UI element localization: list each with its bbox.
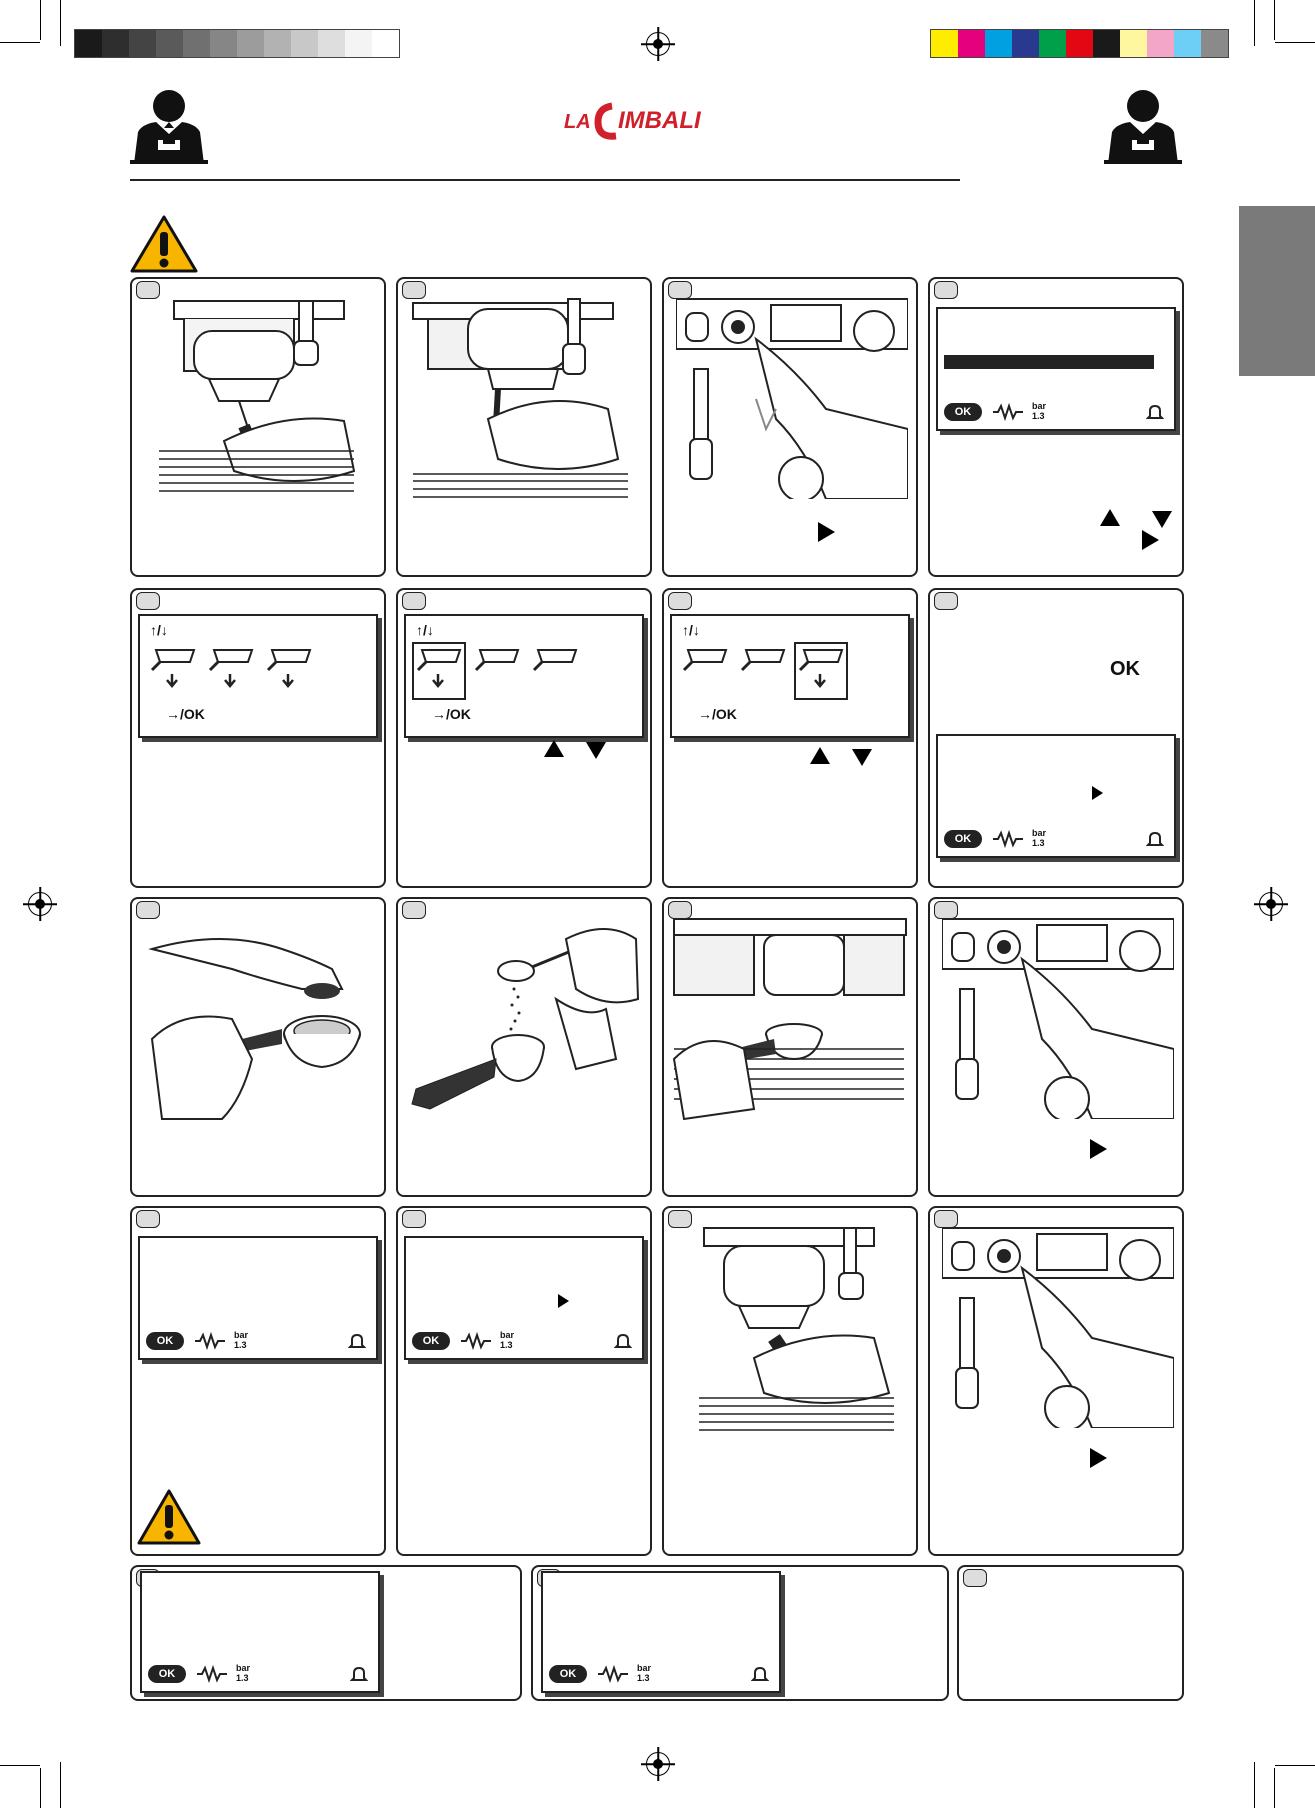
step-panel: [130, 1206, 386, 1556]
color-swatch: [129, 30, 156, 57]
selector-confirm-hint: →/OK: [432, 706, 471, 722]
arrow-up-icon: [1100, 509, 1120, 526]
registration-mark-icon: [646, 1752, 670, 1776]
detergent-dose-illustration: [406, 919, 642, 1119]
step-panel: [662, 897, 918, 1197]
pump-wave-icon: [992, 403, 1024, 421]
ok-key-label: OK: [1110, 658, 1140, 680]
lcd-screen: [140, 1571, 380, 1693]
control-panel-press-illustration: [942, 1218, 1174, 1428]
lcd-screen: [138, 1236, 378, 1360]
crop-mark: [1274, 0, 1275, 40]
group-selector-screen: [670, 614, 910, 738]
bell-icon: [1146, 403, 1164, 421]
crop-mark: [60, 0, 61, 46]
selector-nav-hint: ↑/↓: [416, 622, 434, 638]
step-number: [963, 1569, 987, 1587]
bell-icon: [751, 1665, 769, 1683]
step-panel: [662, 1206, 918, 1556]
pump-wave-icon: [597, 1665, 629, 1683]
arrow-right-icon: [1092, 786, 1103, 800]
step-panel: [928, 897, 1184, 1197]
lcd-status-bar: [944, 401, 1168, 423]
crop-mark: [0, 1765, 40, 1766]
step-number: [402, 901, 426, 919]
portafilter-removal-illustration: [154, 291, 374, 501]
pressure-readout: bar 1.3: [1032, 401, 1047, 421]
ok-softkey: OK: [412, 1332, 450, 1350]
pump-wave-icon: [194, 1332, 226, 1350]
arrow-down-icon: [852, 749, 872, 766]
color-swatch: [318, 30, 345, 57]
selector-confirm-hint: →/OK: [698, 706, 737, 722]
registration-mark-icon: [28, 892, 52, 916]
step-number: [934, 281, 958, 299]
color-swatch: [931, 30, 958, 57]
pump-wave-icon: [196, 1665, 228, 1683]
step-number: [402, 1210, 426, 1228]
arrow-right-icon: [1142, 530, 1159, 550]
group-selector-screen: [404, 614, 644, 738]
step-number: [934, 592, 958, 610]
step-panel: [531, 1565, 949, 1701]
color-swatch: [210, 30, 237, 57]
arrow-right-icon: [1090, 1139, 1107, 1159]
color-swatch: [1012, 30, 1039, 57]
crop-mark: [1254, 0, 1255, 46]
color-swatch: [1201, 30, 1228, 57]
registration-mark-icon: [646, 32, 670, 56]
lcd-screen: [936, 307, 1176, 431]
step-panel: [957, 1565, 1184, 1701]
bell-icon: [1146, 830, 1164, 848]
color-swatch: [1093, 30, 1120, 57]
svg-text:IMBALI: IMBALI: [618, 107, 701, 134]
portafilter-insert-illustration: [664, 909, 916, 1129]
color-swatch: [1120, 30, 1147, 57]
ok-softkey: OK: [549, 1665, 587, 1683]
step-panel: [396, 277, 652, 577]
lcd-status-bar: [944, 828, 1168, 850]
pump-wave-icon: [460, 1332, 492, 1350]
highlighted-menu-row: [944, 355, 1154, 369]
step-panel: [396, 588, 652, 888]
step-number: [136, 1210, 160, 1228]
step-number: [402, 592, 426, 610]
arrow-up-icon: [810, 747, 830, 764]
crop-mark: [40, 1768, 41, 1808]
pressure-readout: bar 1.3: [236, 1663, 251, 1683]
group-selector-screen: [138, 614, 378, 738]
color-swatch: [156, 30, 183, 57]
color-swatch: [183, 30, 210, 57]
color-swatch: [1147, 30, 1174, 57]
registration-mark-icon: [1259, 892, 1283, 916]
color-swatch: [264, 30, 291, 57]
arrow-down-icon: [586, 742, 606, 759]
header-rule: [130, 179, 960, 181]
blind-filter-insert-illustration: [142, 909, 374, 1129]
lcd-screen: [541, 1571, 781, 1693]
color-swatch: [291, 30, 318, 57]
crop-mark: [60, 1762, 61, 1808]
step-panel: [928, 277, 1184, 577]
color-swatch: [75, 30, 102, 57]
ok-softkey: OK: [148, 1665, 186, 1683]
brand-logo: [560, 96, 750, 144]
pressure-readout: bar 1.3: [500, 1330, 515, 1350]
group-head-icons: [682, 646, 862, 696]
step-panel: [662, 277, 918, 577]
group-head-icons: [150, 646, 330, 696]
step-number: [136, 592, 160, 610]
step-panel: [130, 1565, 522, 1701]
arrow-right-icon: [818, 522, 835, 542]
color-swatch: [1066, 30, 1093, 57]
pump-wave-icon: [992, 830, 1024, 848]
step-panel: [130, 897, 386, 1197]
lcd-screen: [404, 1236, 644, 1360]
color-swatch: [237, 30, 264, 57]
step-panel: [396, 897, 652, 1197]
step-number: [668, 592, 692, 610]
ok-softkey: OK: [146, 1332, 184, 1350]
color-swatch: [958, 30, 985, 57]
lcd-status-bar: [549, 1663, 773, 1685]
crop-mark: [0, 42, 40, 43]
color-swatch: [1174, 30, 1201, 57]
ok-softkey: OK: [944, 830, 982, 848]
crop-mark: [1254, 1762, 1255, 1808]
step-panel: [662, 588, 918, 888]
pressure-readout: bar 1.3: [637, 1663, 652, 1683]
crop-mark: [1275, 42, 1315, 43]
grayscale-calibration-bar: [74, 29, 400, 58]
selector-nav-hint: ↑/↓: [150, 622, 168, 638]
step-panel: [130, 277, 386, 577]
arrow-down-icon: [1152, 511, 1172, 528]
crop-mark: [1275, 1765, 1315, 1766]
crop-mark: [40, 0, 41, 40]
arrow-right-icon: [558, 1294, 569, 1308]
ok-softkey: OK: [944, 403, 982, 421]
color-swatch: [985, 30, 1012, 57]
color-swatch: [1039, 30, 1066, 57]
control-panel-press-illustration: [676, 289, 908, 499]
warning-triangle-icon: [130, 214, 198, 274]
step-panel: [130, 588, 386, 888]
lcd-status-bar: [412, 1330, 636, 1352]
pressure-readout: bar 1.3: [1032, 828, 1047, 848]
bell-icon: [614, 1332, 632, 1350]
control-panel-press-illustration: [942, 909, 1174, 1119]
step-number: [668, 1210, 692, 1228]
selector-confirm-hint: →/OK: [166, 706, 205, 722]
selector-nav-hint: ↑/↓: [682, 622, 700, 638]
barista-icon: [1104, 88, 1182, 164]
color-calibration-bar: [930, 29, 1229, 58]
bell-icon: [348, 1332, 366, 1350]
arrow-right-icon: [1090, 1448, 1107, 1468]
lcd-screen: [936, 734, 1176, 858]
svg-text:LA: LA: [564, 111, 591, 133]
step-panel: [928, 588, 1184, 888]
lcd-status-bar: [146, 1330, 370, 1352]
group-flush-illustration: [408, 289, 638, 509]
warning-triangle-icon: [136, 1488, 202, 1546]
group-head-icons: [416, 646, 596, 696]
color-swatch: [372, 30, 399, 57]
bell-icon: [350, 1665, 368, 1683]
section-side-tab: [1239, 206, 1315, 376]
crop-mark: [1274, 1768, 1275, 1808]
step-panel: [396, 1206, 652, 1556]
barista-icon: [130, 88, 208, 164]
pressure-readout: bar 1.3: [234, 1330, 249, 1350]
step-panel: [928, 1206, 1184, 1556]
color-swatch: [102, 30, 129, 57]
portafilter-removal-illustration: [694, 1218, 904, 1438]
color-swatch: [345, 30, 372, 57]
arrow-up-icon: [544, 740, 564, 757]
lcd-status-bar: [148, 1663, 372, 1685]
